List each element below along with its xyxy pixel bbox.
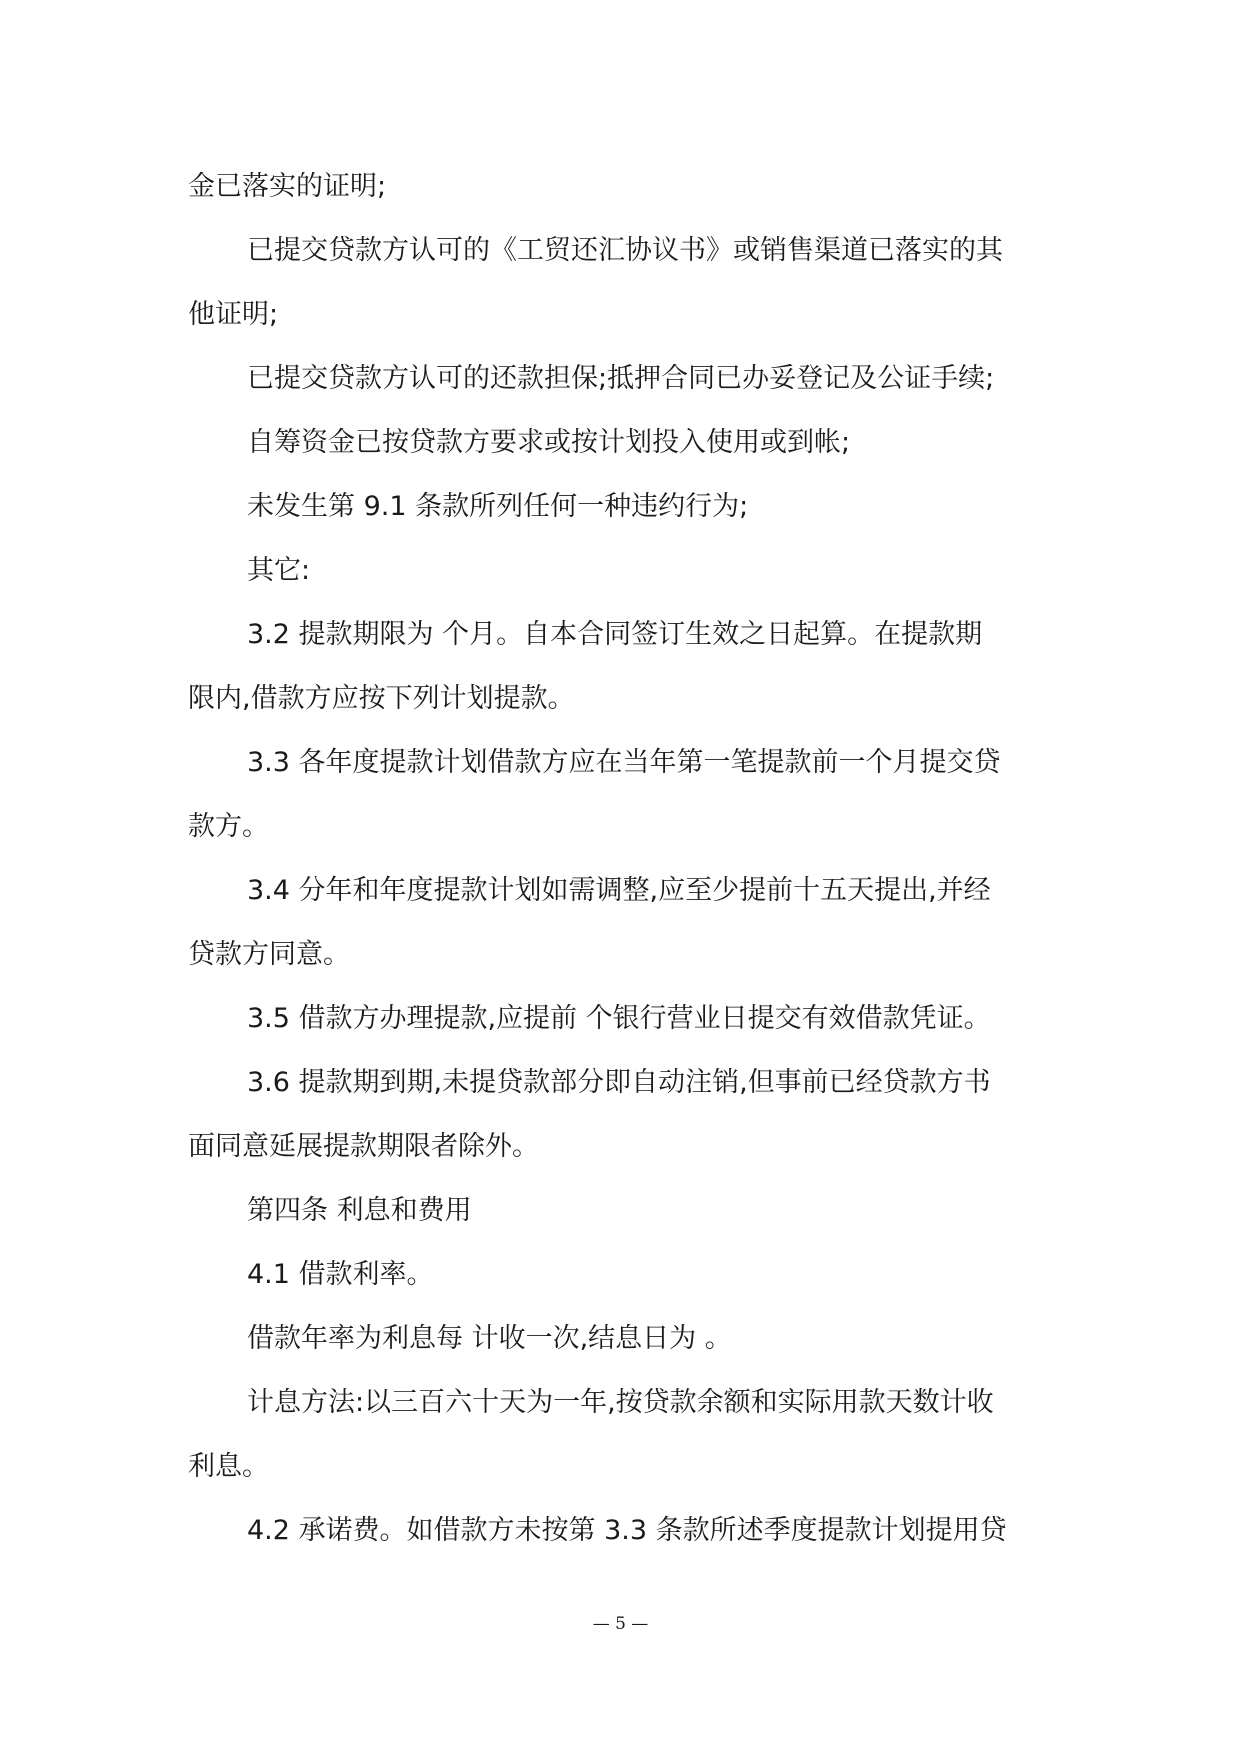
text-line: 其它: xyxy=(247,555,311,586)
text-line: 3.2 提款期限为 个月。自本合同签订生效之日起算。在提款期 xyxy=(247,619,983,650)
text-line: 利息。 xyxy=(188,1451,269,1482)
text-line: 自筹资金已按贷款方要求或按计划投入使用或到帐; xyxy=(247,427,851,458)
text-line: 限内,借款方应按下列计划提款。 xyxy=(188,683,575,714)
text-line: 他证明; xyxy=(188,299,279,330)
text-line: 面同意延展提款期限者除外。 xyxy=(188,1131,539,1162)
text-line: 4.2 承诺费。如借款方未按第 3.3 条款所述季度提款计划提用贷 xyxy=(247,1515,1007,1546)
document-body xyxy=(188,155,1050,1563)
page-number: — 5 — xyxy=(592,1614,649,1634)
text-line: 计息方法:以三百六十天为一年,按贷款余额和实际用款天数计收 xyxy=(247,1387,994,1418)
text-line: 贷款方同意。 xyxy=(188,939,350,970)
text-line: 3.4 分年和年度提款计划如需调整,应至少提前十五天提出,并经 xyxy=(247,875,991,906)
text-line: 已提交贷款方认可的还款担保;抵押合同已办妥登记及公证手续; xyxy=(247,363,995,394)
text-line: 已提交贷款方认可的《工贸还汇协议书》或销售渠道已落实的其 xyxy=(247,235,1003,266)
text-line: 未发生第 9.1 条款所列任何一种违约行为; xyxy=(247,491,749,522)
text-line: 3.3 各年度提款计划借款方应在当年第一笔提款前一个月提交贷 xyxy=(247,747,1001,778)
text-line: 3.6 提款期到期,未提贷款部分即自动注销,但事前已经贷款方书 xyxy=(247,1067,991,1098)
text-line: 第四条 利息和费用 xyxy=(247,1195,472,1226)
text-line: 3.5 借款方办理提款,应提前 个银行营业日提交有效借款凭证。 xyxy=(247,1003,991,1034)
text-line: 4.1 借款利率。 xyxy=(247,1259,434,1290)
text-line: 金已落实的证明; xyxy=(188,171,387,202)
text-line: 借款年率为利息每 计收一次,结息日为 。 xyxy=(247,1323,732,1354)
text-line: 款方。 xyxy=(188,811,269,842)
